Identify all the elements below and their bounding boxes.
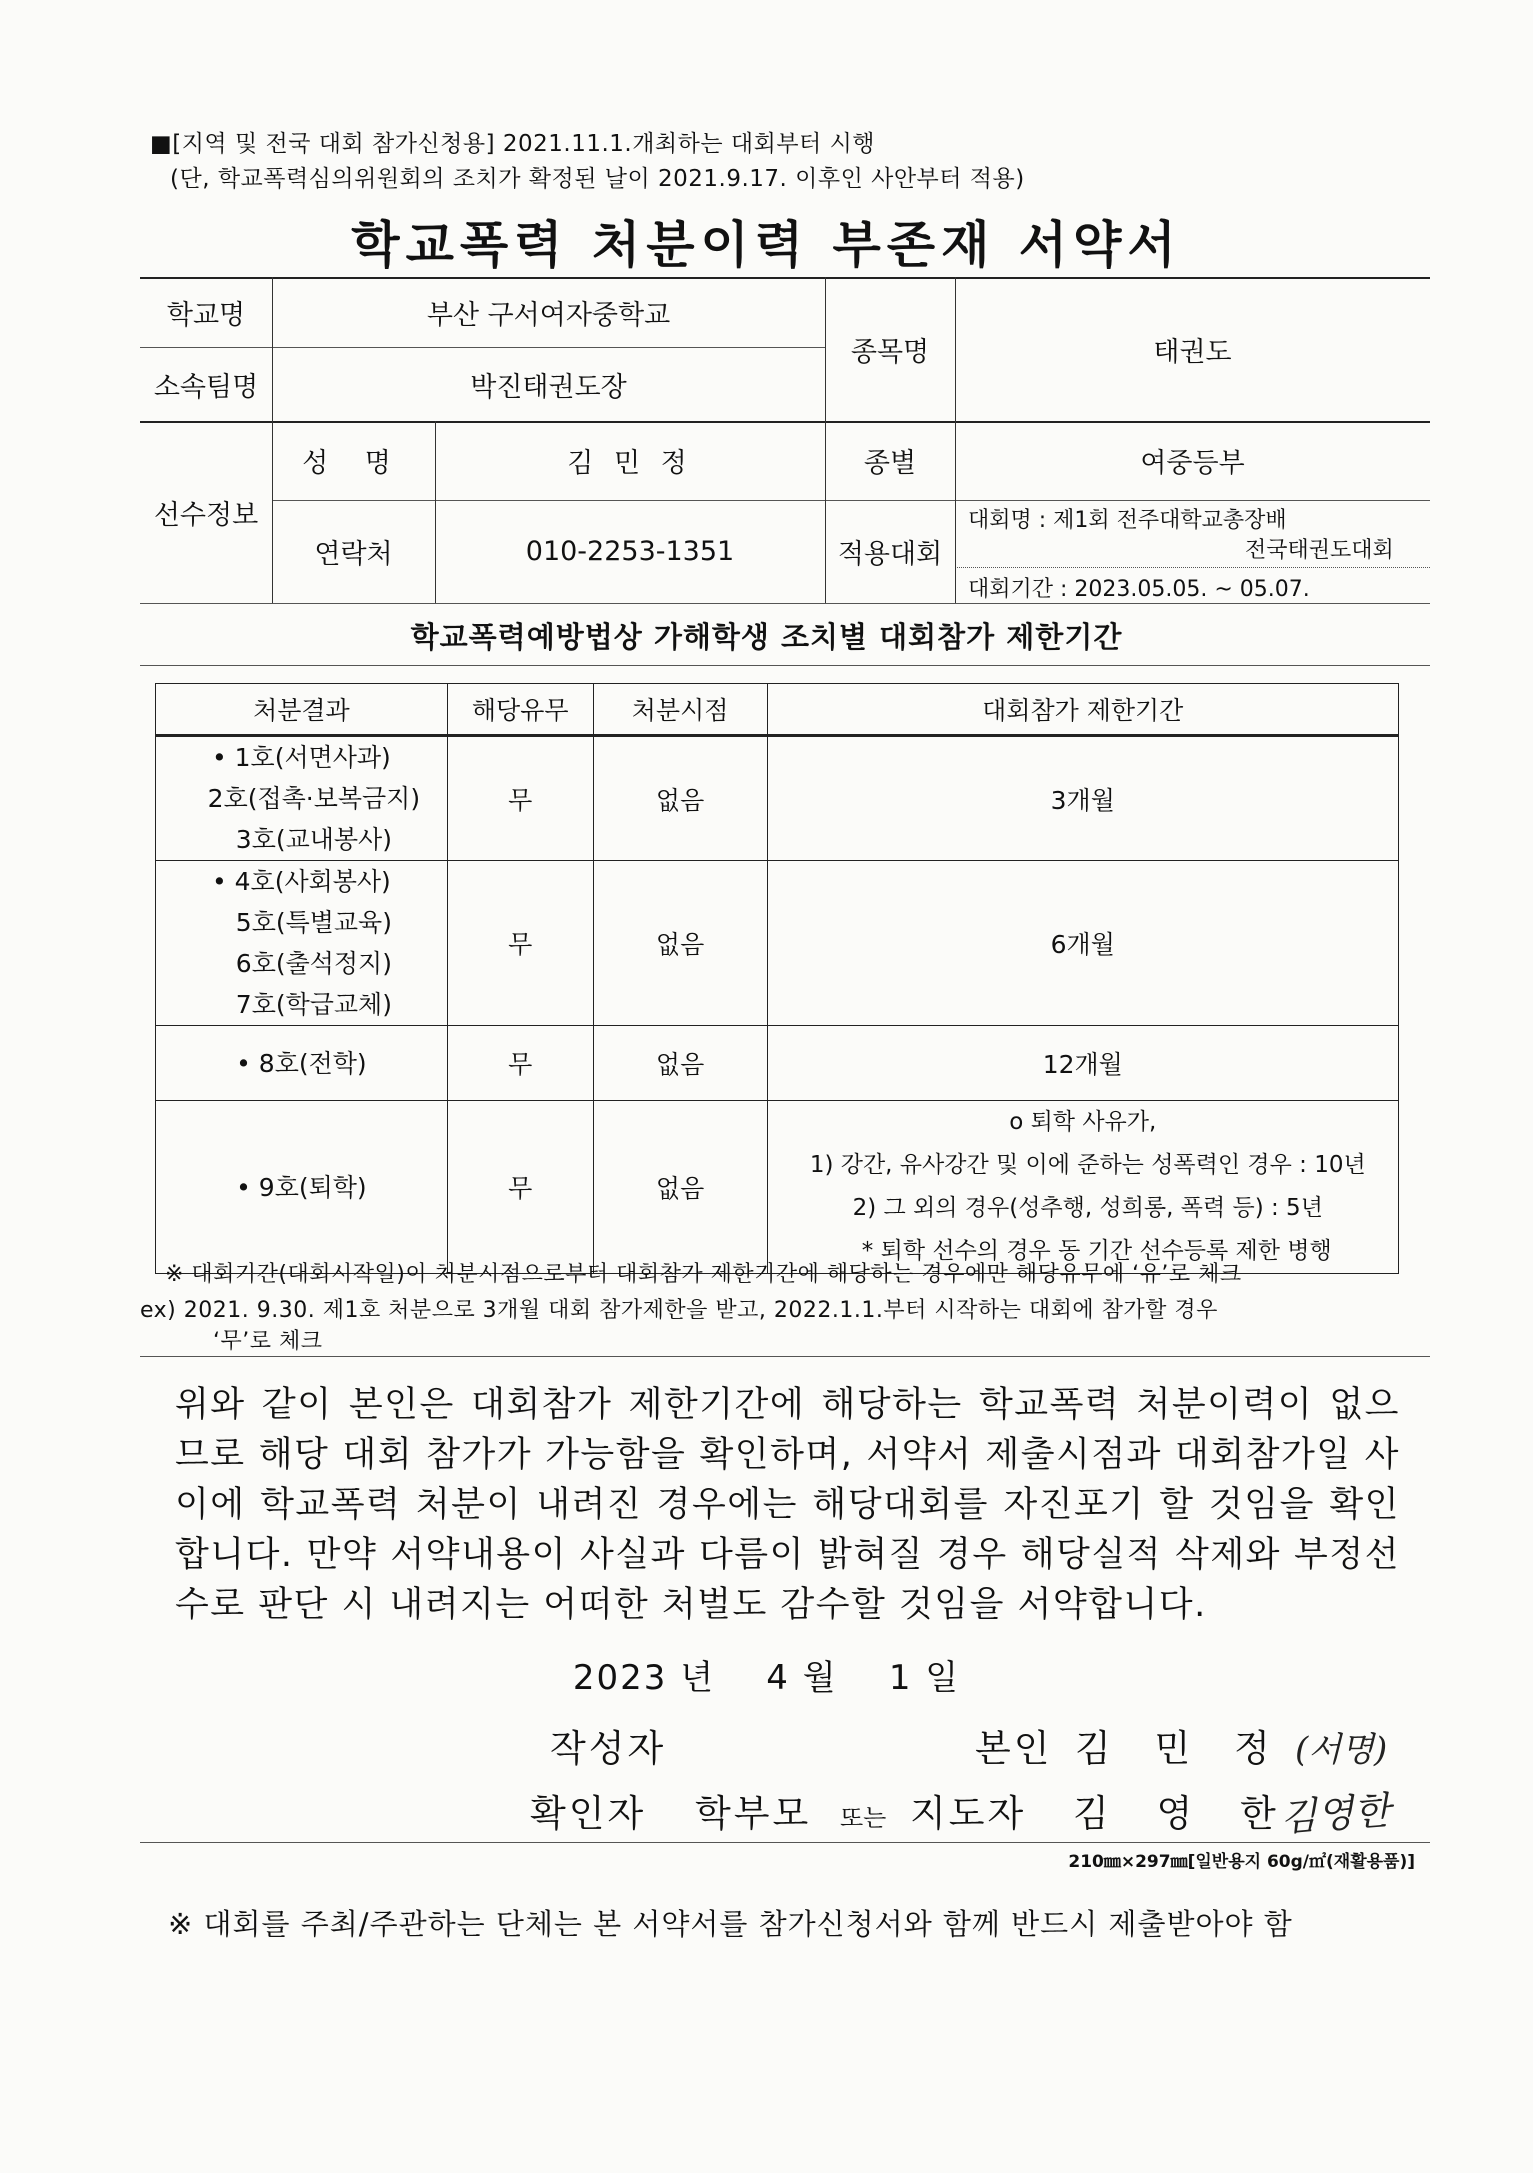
note-line-1: ※ 대회기간(대회시작일)이 처분시점으로부터 대회참가 제한기간에 해당하는 경우에만 해당유무에 ‘유’로 체크 (165, 1262, 1242, 1287)
period-cell: 12개월 (767, 1026, 1398, 1101)
competition-name-line2: 전국태권도대회 (1245, 538, 1394, 563)
period-cell: 3개월 (767, 736, 1398, 861)
paper-size-note: 210㎜×297㎜[일반용지 60g/㎡(재활용품)] (1068, 1852, 1415, 1872)
note-line-2: ex) 2021. 9.30. 제1호 처분으로 3개월 대회 참가제한을 받고, 2022.1.1.부터 시작하는 대회에 참가할 경우 (140, 1298, 1218, 1323)
footer-divider (140, 1842, 1430, 1843)
applicable-cell: 무 (447, 1026, 593, 1101)
coach-name: 김 영 한 (1073, 1792, 1294, 1835)
name-label: 성 명 (302, 448, 405, 479)
time-cell: 없음 (593, 1026, 767, 1101)
date-month: 4 (766, 1658, 790, 1698)
result-line: 2호(접촉·보복금지) (207, 784, 421, 813)
result-cell (156, 861, 448, 1026)
table-row (156, 736, 1399, 861)
player-info-label: 선수정보 (153, 499, 259, 531)
info-table-bottom-border (140, 603, 1430, 604)
header-time: 처분시점 (593, 684, 767, 736)
school-value: 부산 구서여자중학교 (426, 299, 671, 331)
coach-label: 지도자 (910, 1792, 1027, 1835)
applicable-cell: 무 (447, 736, 593, 861)
competition-name-line1: 대회명 : 제1회 전주대학교총장배 (968, 508, 1287, 533)
self-signature: (서명) (1295, 1730, 1388, 1770)
final-note: ※ 대회를 주최/주관하는 단체는 본 서약서를 참가신청서와 함께 반드시 제출받아야 함 (168, 1907, 1293, 1941)
notice-line-1: ■[지역 및 전국 대회 참가신청용] 2021.11.1.개최하는 대회부터 시행 (150, 131, 876, 157)
contact-value: 010-2253-1351 (525, 536, 735, 567)
date-day: 1 (888, 1658, 913, 1698)
category-value: 여중등부 (1140, 448, 1245, 479)
result-cell (156, 736, 448, 861)
period-cell: 6개월 (767, 861, 1398, 1026)
applicable-cell: 무 (447, 861, 593, 1026)
info-divider-dotted (955, 567, 1430, 568)
time-cell: 없음 (593, 861, 767, 1026)
contact-label: 연락처 (314, 539, 393, 570)
period-line: o 퇴학 사유가, (1009, 1109, 1157, 1135)
time-cell: 없음 (593, 1101, 767, 1274)
self-name: 김 민 정 (1075, 1727, 1286, 1770)
result-line: 3호(교내봉사) (235, 825, 392, 854)
table-row (156, 1101, 1399, 1274)
date-month-unit: 월 (802, 1658, 838, 1698)
period-line: * 퇴학 선수의 경우 동 기간 선수등록 제한 병행 (861, 1238, 1332, 1264)
result-line: • 4호(사회봉사) (211, 867, 391, 896)
pledge-date (0, 1650, 1533, 1699)
restriction-subtitle: 학교폭력예방법상 가해학생 조치별 대회참가 제한기간 (410, 620, 1123, 654)
table-row (156, 861, 1399, 1026)
or-label: 또는 (840, 1804, 887, 1832)
table-header-row (156, 684, 1399, 736)
confirm-label: 확인자 (530, 1792, 647, 1835)
document-title: 학교폭력 처분이력 부존재 서약서 (351, 216, 1182, 274)
date-day-unit: 일 (925, 1658, 961, 1698)
name-value: 김 민 정 (567, 448, 693, 479)
category-label: 종별 (863, 448, 917, 479)
coach-signature: 김영한 (1278, 1788, 1392, 1840)
result-cell (156, 1101, 448, 1274)
result-line: 7호(학급교체) (235, 990, 392, 1019)
table-row (156, 1026, 1399, 1101)
notice-line-2: (단, 학교폭력심의위원회의 조치가 확정된 날이 2021.9.17. 이후인 사안부터 적용) (170, 166, 1025, 192)
date-year: 2023 (572, 1658, 668, 1698)
applicable-cell: 무 (447, 1101, 593, 1274)
parent-label: 학부모 (695, 1792, 812, 1835)
event-value: 태권도 (1153, 336, 1232, 368)
result-line: • 8호(전학) (236, 1048, 367, 1078)
expulsion-period-cell (767, 1101, 1398, 1274)
subtitle-underline (140, 665, 1430, 666)
notes-underline (140, 1356, 1430, 1357)
team-value: 박진태권도장 (470, 371, 627, 403)
restriction-table (155, 683, 1399, 1274)
result-line: • 1호(서면사과) (211, 743, 391, 772)
date-year-unit: 년 (680, 1658, 716, 1698)
period-line: 1) 강간, 유사강간 및 이에 준하는 성폭력인 경우 : 10년 (809, 1152, 1366, 1178)
self-label: 본인 (975, 1727, 1053, 1770)
competition-period: 대회기간 : 2023.05.05. ~ 05.07. (968, 577, 1310, 602)
writer-label: 작성자 (550, 1727, 667, 1770)
header-applicable: 해당유무 (447, 684, 593, 736)
pledge-text: 위와 같이 본인은 대회참가 제한기간에 해당하는 학교폭력 처분이력이 없으므로 해당 대회 참가가 가능함을 확인하며, 서약서 제출시점과 대회참가일 사이에 학교폭력 처분이 내려진 경우에는 해당대회를 자진포기 할 것임을 확인합니다. 만약 서약내용이 사실과 다름이 밝혀질 경우 해당실적 삭제와 부정선수로 판단 시 내려지는 어떠한 처벌도 감수할 것임을 서약합니다. (175, 1385, 1400, 1625)
header-result: 처분결과 (156, 684, 448, 736)
period-line: 2) 그 외의 경우(성추행, 성희롱, 폭력 등) : 5년 (852, 1195, 1323, 1221)
result-line: 6호(출석정지) (235, 949, 392, 978)
school-label: 학교명 (166, 299, 246, 331)
result-cell (156, 1026, 448, 1101)
result-line: • 9호(퇴학) (236, 1172, 367, 1202)
header-period: 대회참가 제한기간 (767, 684, 1398, 736)
result-line: 5호(특별교육) (235, 908, 392, 937)
note-line-3: ‘무’로 체크 (213, 1329, 323, 1354)
team-label: 소속팀명 (153, 371, 259, 403)
time-cell: 없음 (593, 736, 767, 861)
competition-label: 적용대회 (837, 539, 943, 570)
event-label: 종목명 (850, 336, 930, 368)
